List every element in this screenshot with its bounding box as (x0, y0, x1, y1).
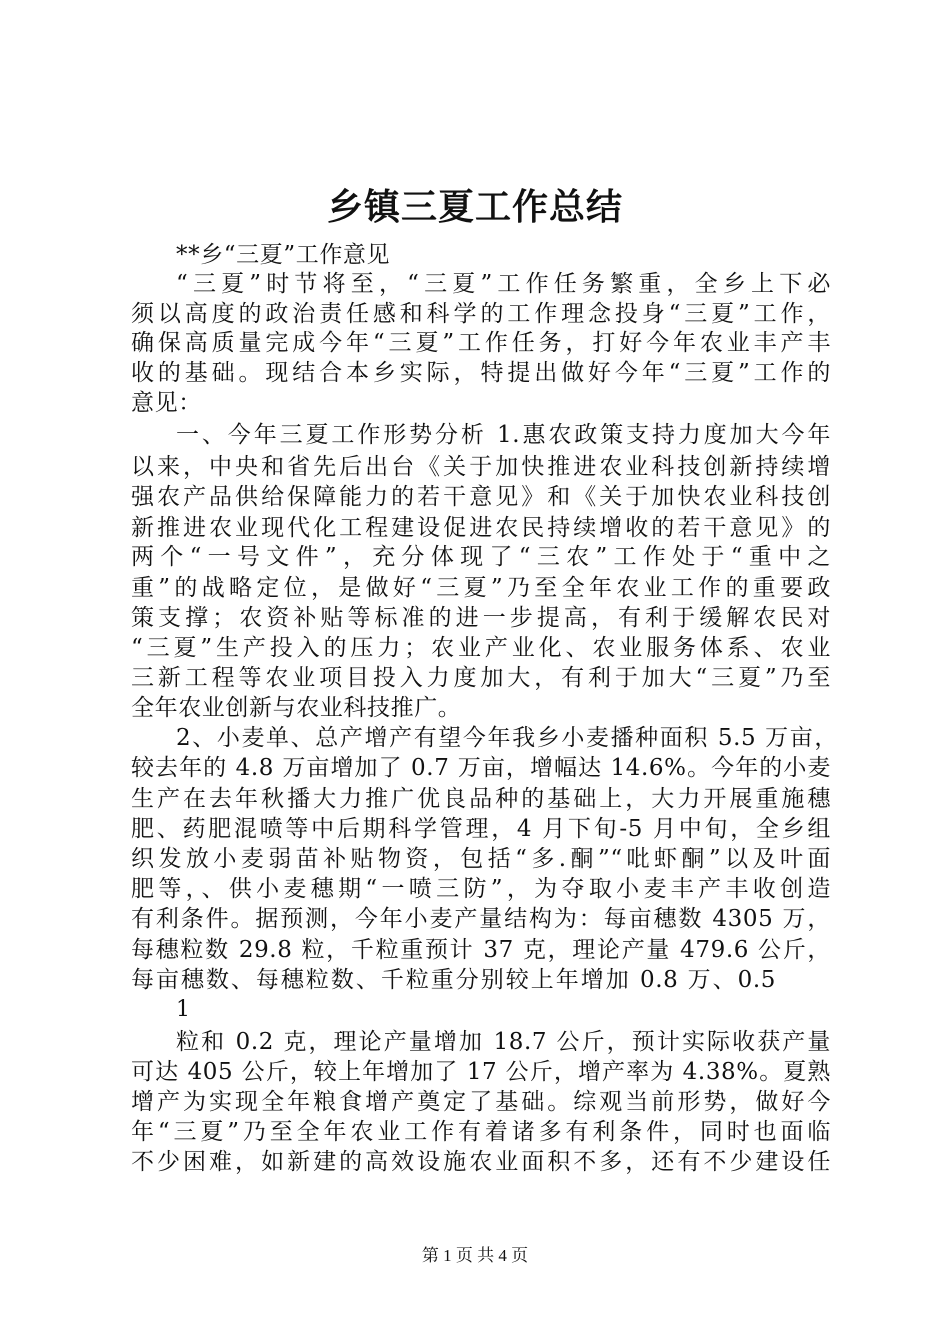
paragraph-line: 两个“一号文件”，充分体现了“三农”工作处于“重中之 (131, 544, 831, 570)
paragraph-line: 可达 405 公斤，较上年增加了 17 公斤，增产率为 4.38%。夏熟 (131, 1059, 831, 1085)
paragraph-line: 须以高度的政治责任感和科学的工作理念投身“三夏”工作， (131, 301, 831, 327)
paragraph-line: 2、小麦单、总产增产有望今年我乡小麦播种面积 5.5 万亩， (176, 725, 838, 751)
paragraph-line: 较去年的 4.8 万亩增加了 0.7 万亩，增幅达 14.6%。今年的小麦 (131, 755, 831, 781)
paragraph-line: 重”的战略定位，是做好“三夏”乃至全年农业工作的重要政 (131, 575, 831, 601)
page-footer: 第 1 页 共 4 页 (421, 1246, 529, 1265)
paragraph-line: 增产为实现全年粮食增产奠定了基础。综观当前形势，做好今 (131, 1089, 831, 1115)
paragraph-line: “三夏”时节将至，“三夏”工作任务繁重，全乡上下必 (176, 271, 831, 297)
paragraph-line: 年“三夏”乃至全年农业工作有着诸多有利条件，同时也面临 (131, 1119, 831, 1145)
paragraph-line: 每穗粒数 29.8 粒，千粒重预计 37 克，理论产量 479.6 公斤， (131, 937, 831, 963)
paragraph-line: 强农产品供给保障能力的若干意见》和《关于加快农业科技创 (131, 484, 831, 510)
paragraph-line: 以来，中央和省先后出台《关于加快推进农业科技创新持续增 (131, 454, 831, 480)
paragraph-line: 新推进农业现代化工程建设促进农民持续增收的若干意见》的 (131, 515, 831, 541)
paragraph-line: 每亩穗数、每穗粒数、千粒重分别较上年增加 0.8 万、0.5 (131, 967, 776, 993)
paragraph-line: “三夏”生产投入的压力；农业产业化、农业服务体系、农业 (131, 635, 831, 661)
paragraph-line: 收的基础。现结合本乡实际，特提出做好今年“三夏”工作的 (131, 360, 831, 386)
paragraph-line: 有利条件。据预测，今年小麦产量结构为：每亩穗数 4305 万， (131, 906, 831, 932)
paragraph-line: 肥、药肥混喷等中后期科学管理，4 月下旬-5 月中旬，全乡组 (131, 816, 831, 842)
inline-page-number: 1 (176, 997, 190, 1022)
paragraph-line: 意见： (131, 390, 202, 416)
document-title: 乡镇三夏工作总结 (326, 187, 623, 228)
heading-line: **乡“三夏”工作意见 (176, 242, 391, 268)
paragraph-line: 策支撑；农资补贴等标准的进一步提高，有利于缓解农民对 (131, 605, 831, 631)
paragraph-line: 三新工程等农业项目投入力度加大，有利于加大“三夏”乃至 (131, 665, 831, 691)
paragraph-line: 粒和 0.2 克，理论产量增加 18.7 公斤，预计实际收获产量 (176, 1029, 831, 1055)
paragraph-line: 不少困难，如新建的高效设施农业面积不多，还有不少建设任 (131, 1149, 831, 1175)
paragraph-line: 生产在去年秋播大力推广优良品种的基础上，大力开展重施穗 (131, 786, 831, 812)
paragraph-line: 全年农业创新与农业科技推广。 (131, 695, 462, 721)
paragraph-line: 织发放小麦弱苗补贴物资，包括“多.酮”“吡虾酮”以及叶面 (131, 846, 831, 872)
paragraph-line: 肥等，、供小麦穗期“一喷三防”，为夺取小麦丰产丰收创造 (131, 876, 831, 902)
paragraph-line: 确保高质量完成今年“三夏”工作任务，打好今年农业丰产丰 (131, 330, 831, 356)
paragraph-line: 一、今年三夏工作形势分析 1.惠农政策支持力度加大今年 (176, 422, 831, 448)
